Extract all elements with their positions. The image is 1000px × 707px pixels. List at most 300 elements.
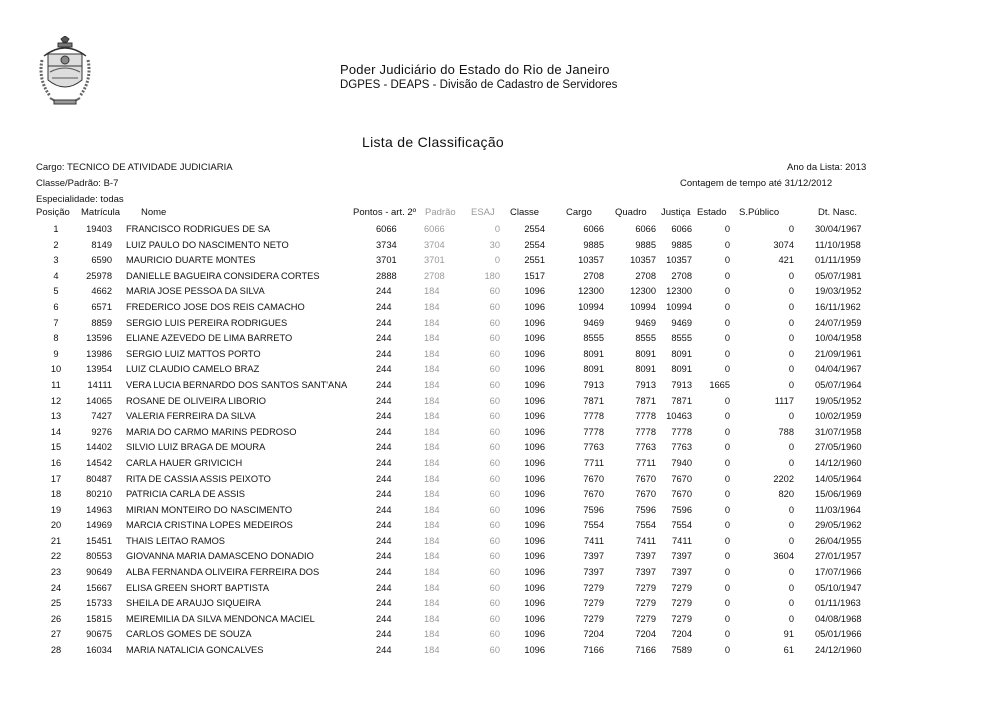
cell-nome: MEIREMILIA DA SILVA MENDONCA MACIEL: [126, 613, 315, 624]
cell-posicao: 23: [50, 567, 62, 578]
cell-estado: 0: [724, 567, 730, 578]
cell-posicao: 5: [53, 286, 59, 297]
cell-quadro: 7554: [635, 520, 656, 531]
cell-justica: 7554: [671, 520, 692, 531]
cell-dtnasc: 27/01/1957: [815, 551, 862, 562]
cell-nome: SERGIO LUIZ MATTOS PORTO: [126, 348, 261, 359]
cell-matricula: 6571: [91, 301, 112, 312]
cell-estado: 0: [724, 270, 730, 281]
cell-pontos: 244: [376, 286, 392, 297]
cell-cargo: 7166: [583, 645, 604, 656]
cell-padrao: 184: [424, 567, 440, 578]
cell-padrao: 184: [424, 473, 440, 484]
cell-cargo: 6066: [583, 224, 604, 234]
cell-quadro: 7670: [635, 489, 656, 500]
cell-posicao: 24: [50, 582, 62, 593]
cell-spublico: 0: [788, 457, 794, 468]
table-row: [0, 253, 1000, 269]
cell-posicao: 4: [53, 270, 59, 281]
cell-cargo: 7778: [583, 411, 604, 422]
cell-esaj: 60: [489, 364, 500, 375]
table-row: [0, 534, 1000, 550]
cell-quadro: 2708: [635, 270, 656, 281]
cell-estado: 0: [724, 645, 730, 656]
cell-matricula: 13954: [86, 364, 112, 375]
table-row: [0, 456, 1000, 472]
cell-nome: SERGIO LUIS PEREIRA RODRIGUES: [126, 317, 288, 328]
table-row: [0, 549, 1000, 565]
table-row: [0, 362, 1000, 378]
cell-justica: 8091: [671, 364, 692, 375]
cell-padrao: 184: [424, 551, 440, 562]
cell-posicao: 14: [50, 426, 62, 437]
cell-pontos: 244: [376, 551, 392, 562]
table-row: [0, 581, 1000, 597]
cell-matricula: 6590: [91, 255, 112, 266]
table-row: [0, 612, 1000, 628]
cell-esaj: 60: [489, 567, 500, 578]
col-header-justica: Justiça: [661, 207, 691, 218]
cell-esaj: 60: [489, 645, 500, 656]
cell-dtnasc: 19/05/1952: [815, 395, 862, 406]
cell-matricula: 4662: [91, 286, 112, 297]
cell-padrao: 6066: [424, 224, 445, 234]
cell-matricula: 7427: [91, 411, 112, 422]
cell-dtnasc: 05/07/1964: [815, 379, 862, 390]
cell-spublico: 0: [788, 348, 794, 359]
cell-spublico: 820: [778, 489, 794, 500]
cell-padrao: 184: [424, 457, 440, 468]
cell-cargo: 8091: [583, 348, 604, 359]
cell-spublico: 0: [788, 504, 794, 515]
table-row: [0, 440, 1000, 456]
table-row: [0, 503, 1000, 519]
cell-posicao: 20: [50, 520, 62, 531]
cell-posicao: 1: [53, 224, 59, 234]
cell-spublico: 0: [788, 270, 794, 281]
cell-estado: 0: [724, 582, 730, 593]
cell-esaj: 60: [489, 348, 500, 359]
cell-nome: FREDERICO JOSE DOS REIS CAMACHO: [126, 301, 305, 312]
cell-justica: 7763: [671, 442, 692, 453]
table-row: [0, 378, 1000, 394]
cell-cargo: 12300: [578, 286, 604, 297]
cell-cargo: 7279: [583, 598, 604, 609]
cell-quadro: 7204: [635, 629, 656, 640]
table-row: [0, 425, 1000, 441]
cell-quadro: 7279: [635, 613, 656, 624]
cell-classe: 2554: [524, 224, 545, 234]
cell-classe: 1096: [524, 520, 545, 531]
cell-justica: 7397: [671, 567, 692, 578]
cell-esaj: 60: [489, 551, 500, 562]
cell-quadro: 7763: [635, 442, 656, 453]
header-subtitle: DGPES - DEAPS - Divisão de Cadastro de Servidores: [340, 79, 618, 91]
cell-cargo: 10357: [578, 255, 604, 266]
cell-padrao: 184: [424, 333, 440, 344]
cell-classe: 1096: [524, 504, 545, 515]
table-row: [0, 409, 1000, 425]
cell-spublico: 91: [783, 629, 794, 640]
cell-dtnasc: 04/08/1968: [815, 613, 862, 624]
cell-cargo: 7763: [583, 442, 604, 453]
cell-pontos: 244: [376, 301, 392, 312]
cell-cargo: 7913: [583, 379, 604, 390]
cell-posicao: 10: [50, 364, 62, 375]
table-row: [0, 596, 1000, 612]
cell-cargo: 7554: [583, 520, 604, 531]
cell-esaj: 0: [494, 224, 500, 234]
cell-padrao: 184: [424, 426, 440, 437]
cell-cargo: 7711: [584, 457, 604, 468]
cell-posicao: 6: [53, 301, 59, 312]
cell-justica: 8091: [671, 348, 692, 359]
cell-spublico: 0: [788, 442, 794, 453]
cell-dtnasc: 01/11/1959: [815, 255, 861, 266]
cell-nome: ALBA FERNANDA OLIVEIRA FERREIRA DOS: [126, 567, 320, 578]
cell-classe: 1096: [524, 411, 545, 422]
cell-justica: 7670: [671, 473, 692, 484]
cell-quadro: 12300: [630, 286, 656, 297]
cell-padrao: 184: [424, 645, 440, 656]
cell-pontos: 244: [376, 395, 392, 406]
cell-dtnasc: 10/04/1958: [815, 333, 862, 344]
cell-estado: 0: [724, 301, 730, 312]
header-title: Poder Judiciário do Estado do Rio de Janeiro: [340, 62, 610, 77]
cell-matricula: 90649: [86, 567, 112, 578]
cell-posicao: 28: [50, 645, 62, 656]
cell-dtnasc: 26/04/1955: [815, 535, 862, 546]
cell-estado: 0: [724, 239, 730, 250]
cell-classe: 1096: [524, 442, 545, 453]
cell-quadro: 7913: [635, 379, 656, 390]
cell-quadro: 8091: [635, 364, 656, 375]
col-header-nome: Nome: [141, 207, 167, 218]
cell-justica: 7871: [671, 395, 692, 406]
cell-dtnasc: 29/05/1962: [815, 520, 862, 531]
table-row: [0, 331, 1000, 347]
cell-posicao: 15: [50, 442, 62, 453]
cell-esaj: 60: [489, 598, 500, 609]
cell-justica: 9885: [671, 239, 692, 250]
cell-classe: 1096: [524, 364, 545, 375]
cell-spublico: 0: [788, 411, 794, 422]
table-row: [0, 394, 1000, 410]
cell-spublico: 0: [788, 567, 794, 578]
cell-pontos: 244: [376, 645, 392, 656]
cell-justica: 7596: [671, 504, 692, 515]
cell-nome: MAURICIO DUARTE MONTES: [126, 255, 256, 266]
cell-classe: 1096: [524, 426, 545, 437]
cell-estado: 0: [724, 442, 730, 453]
cell-matricula: 19403: [86, 224, 112, 234]
cell-spublico: 0: [788, 364, 794, 375]
cell-padrao: 184: [424, 504, 440, 515]
cell-estado: 0: [724, 629, 730, 640]
cell-spublico: 0: [788, 317, 794, 328]
cell-spublico: 0: [788, 535, 794, 546]
cell-quadro: 6066: [635, 224, 656, 234]
cell-matricula: 8149: [91, 239, 112, 250]
cell-pontos: 244: [376, 489, 392, 500]
cell-posicao: 22: [50, 551, 62, 562]
table-row: [0, 347, 1000, 363]
cell-classe: 1096: [524, 379, 545, 390]
cell-nome: VERA LUCIA BERNARDO DOS SANTOS SANT'ANA: [126, 379, 348, 390]
cell-estado: 0: [724, 317, 730, 328]
cell-posicao: 12: [50, 395, 62, 406]
classification-table: [0, 222, 1000, 659]
cell-esaj: 60: [489, 473, 500, 484]
cell-esaj: 60: [489, 379, 500, 390]
cell-estado: 0: [724, 535, 730, 546]
cell-justica: 7397: [671, 551, 692, 562]
cell-matricula: 15667: [86, 582, 112, 593]
cell-justica: 10357: [666, 255, 692, 266]
cell-dtnasc: 14/12/1960: [815, 457, 862, 468]
cell-classe: 1096: [524, 613, 545, 624]
cell-classe: 2554: [524, 239, 545, 250]
cell-nome: LUIZ CLAUDIO CAMELO BRAZ: [126, 364, 260, 375]
cell-spublico: 788: [778, 426, 794, 437]
meta-classe: Classe/Padrão: B-7: [36, 178, 119, 189]
cell-nome: DANIELLE BAGUEIRA CONSIDERA CORTES: [126, 270, 320, 281]
cell-padrao: 184: [424, 613, 440, 624]
table-row: [0, 222, 1000, 238]
cell-justica: 10994: [666, 301, 692, 312]
cell-esaj: 60: [489, 411, 500, 422]
cell-quadro: 7778: [635, 411, 656, 422]
cell-nome: CARLOS GOMES DE SOUZA: [126, 629, 252, 640]
cell-cargo: 7279: [583, 613, 604, 624]
cell-padrao: 184: [424, 286, 440, 297]
cell-esaj: 60: [489, 286, 500, 297]
cell-justica: 7279: [671, 613, 692, 624]
table-row: [0, 238, 1000, 254]
cell-matricula: 25978: [86, 270, 112, 281]
cell-quadro: 10357: [630, 255, 656, 266]
cell-classe: 1096: [524, 582, 545, 593]
cell-quadro: 8555: [635, 333, 656, 344]
cell-spublico: 61: [783, 645, 794, 656]
cell-classe: 1096: [524, 598, 545, 609]
cell-matricula: 80553: [86, 551, 112, 562]
cell-esaj: 60: [489, 535, 500, 546]
cell-pontos: 244: [376, 379, 392, 390]
cell-estado: 1665: [709, 379, 730, 390]
cell-justica: 7913: [671, 379, 692, 390]
cell-matricula: 14402: [86, 442, 112, 453]
cell-posicao: 19: [50, 504, 62, 515]
table-row: [0, 300, 1000, 316]
cell-posicao: 8: [53, 333, 59, 344]
list-title: Lista de Classificação: [362, 134, 504, 150]
cell-spublico: 0: [788, 598, 794, 609]
cell-cargo: 7871: [583, 395, 604, 406]
cell-padrao: 184: [424, 489, 440, 500]
coat-of-arms-emblem: [34, 36, 96, 108]
cell-pontos: 244: [376, 348, 392, 359]
col-header-cargo: Cargo: [566, 207, 592, 218]
cell-posicao: 13: [50, 411, 62, 422]
cell-estado: 0: [724, 504, 730, 515]
cell-esaj: 60: [489, 489, 500, 500]
cell-estado: 0: [724, 364, 730, 375]
col-header-classe: Classe: [510, 207, 540, 218]
cell-justica: 7204: [671, 629, 692, 640]
cell-justica: 7411: [672, 535, 692, 546]
cell-cargo: 8091: [583, 364, 604, 375]
cell-esaj: 60: [489, 520, 500, 531]
cell-estado: 0: [724, 224, 730, 234]
cell-classe: 1096: [524, 489, 545, 500]
cell-cargo: 7596: [583, 504, 604, 515]
col-header-spublico: S.Público: [739, 207, 780, 218]
cell-nome: LUIZ PAULO DO NASCIMENTO NETO: [126, 239, 289, 250]
table-row: [0, 284, 1000, 300]
cell-classe: 1096: [524, 395, 545, 406]
cell-spublico: 0: [788, 520, 794, 531]
cell-padrao: 184: [424, 598, 440, 609]
cell-padrao: 184: [424, 629, 440, 640]
cell-spublico: 0: [788, 582, 794, 593]
col-header-estado: Estado: [697, 207, 727, 218]
cell-pontos: 244: [376, 567, 392, 578]
cell-pontos: 244: [376, 457, 392, 468]
cell-dtnasc: 17/07/1966: [815, 567, 862, 578]
table-row: [0, 316, 1000, 332]
cell-dtnasc: 11/03/1964: [815, 504, 861, 515]
cell-posicao: 16: [50, 457, 62, 468]
col-header-dtnasc: Dt. Nasc.: [818, 207, 858, 218]
cell-padrao: 184: [424, 520, 440, 531]
cell-nome: ELIANE AZEVEDO DE LIMA BARRETO: [126, 333, 293, 344]
cell-pontos: 244: [376, 629, 392, 640]
cell-matricula: 15815: [86, 613, 112, 624]
cell-spublico: 0: [788, 286, 794, 297]
meta-contagem: Contagem de tempo até 31/12/2012: [680, 178, 833, 189]
cell-esaj: 60: [489, 395, 500, 406]
cell-justica: 7778: [671, 426, 692, 437]
cell-posicao: 2: [53, 239, 59, 250]
meta-especialidade: Especialidade: todas: [36, 194, 124, 205]
cell-spublico: 3604: [773, 551, 794, 562]
cell-estado: 0: [724, 333, 730, 344]
cell-matricula: 13596: [86, 333, 112, 344]
cell-posicao: 18: [50, 489, 62, 500]
cell-estado: 0: [724, 286, 730, 297]
cell-estado: 0: [724, 613, 730, 624]
cell-esaj: 60: [489, 442, 500, 453]
cell-padrao: 184: [424, 411, 440, 422]
cell-justica: 7279: [671, 598, 692, 609]
cell-classe: 2551: [524, 255, 545, 266]
cell-padrao: 184: [424, 379, 440, 390]
cell-justica: 7670: [671, 489, 692, 500]
cell-nome: FRANCISCO RODRIGUES DE SA: [126, 224, 271, 234]
cell-estado: 0: [724, 551, 730, 562]
cell-estado: 0: [724, 395, 730, 406]
cell-cargo: 7397: [583, 567, 604, 578]
cell-quadro: 7279: [635, 582, 656, 593]
cell-pontos: 244: [376, 333, 392, 344]
cell-padrao: 2708: [424, 270, 445, 281]
cell-matricula: 80210: [86, 489, 112, 500]
cell-pontos: 244: [376, 613, 392, 624]
cell-cargo: 9469: [583, 317, 604, 328]
cell-cargo: 7670: [583, 473, 604, 484]
cell-dtnasc: 21/09/1961: [815, 348, 862, 359]
cell-cargo: 2708: [583, 270, 604, 281]
cell-classe: 1096: [524, 645, 545, 656]
cell-quadro: 8091: [635, 348, 656, 359]
cell-nome: SHEILA DE ARAUJO SIQUEIRA: [126, 598, 261, 609]
cell-classe: 1096: [524, 473, 545, 484]
cell-posicao: 26: [50, 613, 62, 624]
cell-classe: 1096: [524, 333, 545, 344]
cell-classe: 1096: [524, 457, 545, 468]
cell-quadro: 7397: [635, 551, 656, 562]
cell-quadro: 10994: [630, 301, 656, 312]
col-header-posicao: Posição: [36, 207, 70, 218]
cell-estado: 0: [724, 598, 730, 609]
cell-padrao: 184: [424, 395, 440, 406]
cell-cargo: 7279: [583, 582, 604, 593]
cell-dtnasc: 19/03/1952: [815, 286, 862, 297]
cell-dtnasc: 14/05/1964: [815, 473, 862, 484]
cell-matricula: 14969: [86, 520, 112, 531]
cell-cargo: 7411: [584, 535, 604, 546]
cell-estado: 0: [724, 489, 730, 500]
cell-justica: 7940: [671, 457, 692, 468]
cell-matricula: 8859: [91, 317, 112, 328]
cell-estado: 0: [724, 255, 730, 266]
cell-matricula: 14542: [86, 457, 112, 468]
cell-classe: 1096: [524, 551, 545, 562]
cell-justica: 2708: [671, 270, 692, 281]
meta-cargo: Cargo: TECNICO DE ATIVIDADE JUDICIARIA: [36, 162, 233, 173]
cell-pontos: 244: [376, 520, 392, 531]
table-row: [0, 269, 1000, 285]
cell-posicao: 9: [53, 348, 59, 359]
cell-esaj: 60: [489, 301, 500, 312]
cell-posicao: 3: [53, 255, 59, 266]
col-header-pontos: Pontos - art. 2º: [353, 207, 417, 218]
cell-padrao: 184: [424, 301, 440, 312]
cell-quadro: 7670: [635, 473, 656, 484]
cell-pontos: 244: [376, 411, 392, 422]
cell-classe: 1096: [524, 567, 545, 578]
cell-dtnasc: 24/12/1960: [815, 645, 862, 656]
table-row: [0, 565, 1000, 581]
cell-nome: MARIA DO CARMO MARINS PEDROSO: [126, 426, 297, 437]
table-row: [0, 518, 1000, 534]
cell-nome: THAIS LEITAO RAMOS: [126, 535, 226, 546]
cell-esaj: 180: [484, 270, 500, 281]
cell-esaj: 60: [489, 504, 500, 515]
table-row: [0, 487, 1000, 503]
cell-justica: 8555: [671, 333, 692, 344]
cell-matricula: 16034: [86, 645, 112, 656]
cell-matricula: 15733: [86, 598, 112, 609]
cell-classe: 1096: [524, 348, 545, 359]
cell-estado: 0: [724, 426, 730, 437]
cell-pontos: 3701: [376, 255, 397, 266]
cell-justica: 9469: [671, 317, 692, 328]
cell-quadro: 7279: [635, 598, 656, 609]
cell-matricula: 13986: [86, 348, 112, 359]
cell-nome: MIRIAN MONTEIRO DO NASCIMENTO: [126, 504, 293, 515]
